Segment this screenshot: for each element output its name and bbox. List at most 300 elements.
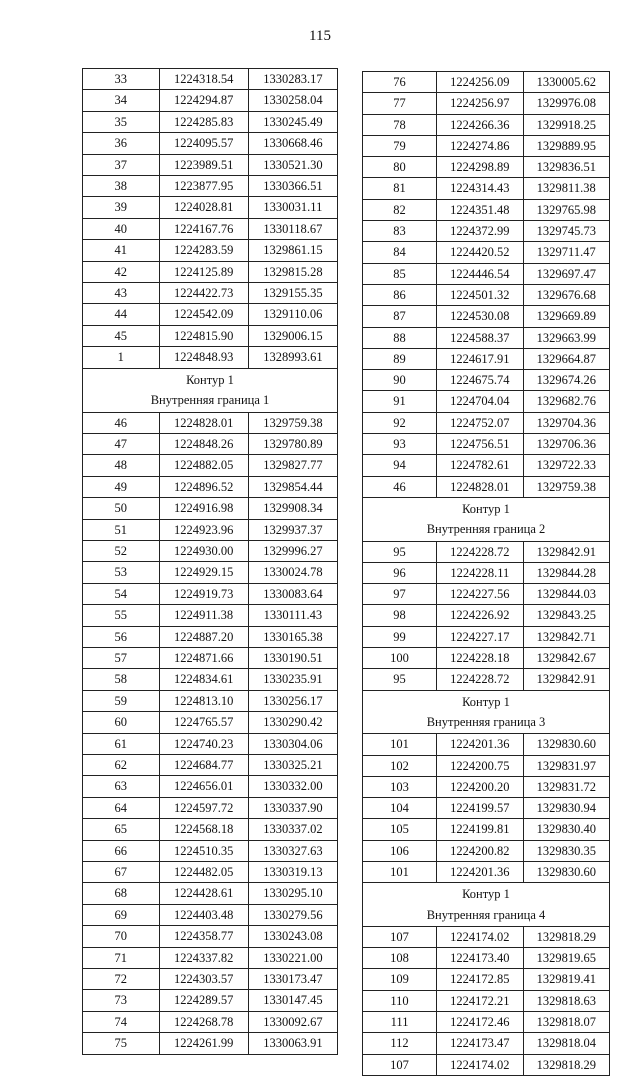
table-row [83, 733, 338, 754]
y-coordinate-cell: 1329976.08 [523, 93, 609, 114]
point-number-cell: 67 [83, 862, 160, 883]
y-coordinate-cell: 1330031.11 [248, 197, 337, 218]
x-coordinate-cell: 1223989.51 [159, 154, 248, 175]
table-row [83, 412, 338, 433]
point-number-cell: 52 [83, 540, 160, 561]
point-number-cell: 47 [83, 433, 160, 454]
table-row [363, 584, 610, 605]
table-row [83, 712, 338, 733]
point-number-cell: 105 [363, 819, 437, 840]
table-row [363, 455, 610, 476]
table-row [83, 455, 338, 476]
section-header-row [83, 368, 338, 412]
table-row [83, 562, 338, 583]
point-number-cell: 44 [83, 304, 160, 325]
point-number-cell: 85 [363, 263, 437, 284]
point-number-cell: 101 [363, 734, 437, 755]
x-coordinate-cell: 1224285.83 [159, 111, 248, 132]
y-coordinate-cell: 1329908.34 [248, 498, 337, 519]
point-number-cell: 106 [363, 840, 437, 861]
x-coordinate-cell: 1224684.77 [159, 755, 248, 776]
table-row [83, 111, 338, 132]
point-number-cell: 46 [83, 412, 160, 433]
point-number-cell: 53 [83, 562, 160, 583]
y-coordinate-cell: 1330245.49 [248, 111, 337, 132]
point-number-cell: 70 [83, 926, 160, 947]
x-coordinate-cell: 1224228.11 [437, 562, 523, 583]
table-row [83, 583, 338, 604]
table-row [363, 861, 610, 882]
x-coordinate-cell: 1224172.21 [437, 990, 523, 1011]
table-row [363, 434, 610, 455]
coordinates-table-left-column [82, 68, 338, 1055]
x-coordinate-cell: 1224174.02 [437, 1054, 523, 1075]
table-row [83, 218, 338, 239]
x-coordinate-cell: 1224510.35 [159, 840, 248, 861]
y-coordinate-cell: 1329674.26 [523, 370, 609, 391]
point-number-cell: 51 [83, 519, 160, 540]
x-coordinate-cell: 1224266.36 [437, 114, 523, 135]
x-coordinate-cell: 1224358.77 [159, 926, 248, 947]
y-coordinate-cell: 1329818.29 [523, 1054, 609, 1075]
table-row [363, 199, 610, 220]
x-coordinate-cell: 1224813.10 [159, 690, 248, 711]
table-row [363, 605, 610, 626]
table-row [363, 1012, 610, 1033]
x-coordinate-cell: 1224173.47 [437, 1033, 523, 1054]
x-coordinate-cell: 1224228.72 [437, 541, 523, 562]
point-number-cell: 107 [363, 1054, 437, 1075]
table-body-right [363, 72, 610, 1076]
x-coordinate-cell: 1224200.82 [437, 840, 523, 861]
y-coordinate-cell: 1330295.10 [248, 883, 337, 904]
point-number-cell: 95 [363, 541, 437, 562]
point-number-cell: 46 [363, 476, 437, 497]
y-coordinate-cell: 1329831.97 [523, 755, 609, 776]
x-coordinate-cell: 1224617.91 [437, 348, 523, 369]
y-coordinate-cell: 1329819.65 [523, 948, 609, 969]
table-row [363, 412, 610, 433]
x-coordinate-cell: 1224199.81 [437, 819, 523, 840]
x-coordinate-cell: 1224172.85 [437, 969, 523, 990]
table-row [363, 391, 610, 412]
y-coordinate-cell: 1329844.28 [523, 562, 609, 583]
boundary-label: Внутренняя граница 1 [150, 393, 270, 408]
contour-label: Контур 1 [462, 501, 510, 516]
x-coordinate-cell: 1224656.01 [159, 776, 248, 797]
point-number-cell: 104 [363, 798, 437, 819]
y-coordinate-cell: 1329843.25 [523, 605, 609, 626]
point-number-cell: 68 [83, 883, 160, 904]
x-coordinate-cell: 1224200.75 [437, 755, 523, 776]
table-row [363, 669, 610, 690]
point-number-cell: 61 [83, 733, 160, 754]
table-row [83, 433, 338, 454]
y-coordinate-cell: 1329996.27 [248, 540, 337, 561]
section-header [363, 883, 610, 927]
x-coordinate-cell: 1223877.95 [159, 176, 248, 197]
y-coordinate-cell: 1329830.40 [523, 819, 609, 840]
x-coordinate-cell: 1224597.72 [159, 797, 248, 818]
y-coordinate-cell: 1329842.67 [523, 648, 609, 669]
x-coordinate-cell: 1224422.73 [159, 283, 248, 304]
x-coordinate-cell: 1224268.78 [159, 1011, 248, 1032]
table-row [83, 797, 338, 818]
point-number-cell: 57 [83, 647, 160, 668]
point-number-cell: 48 [83, 455, 160, 476]
table-row [83, 90, 338, 111]
x-coordinate-cell: 1224200.20 [437, 776, 523, 797]
point-number-cell: 107 [363, 926, 437, 947]
point-number-cell: 90 [363, 370, 437, 391]
point-number-cell: 84 [363, 242, 437, 263]
x-coordinate-cell: 1224256.97 [437, 93, 523, 114]
page-number: 115 [309, 28, 331, 44]
point-number-cell: 110 [363, 990, 437, 1011]
table-row [363, 969, 610, 990]
point-number-cell: 82 [363, 199, 437, 220]
y-coordinate-cell: 1329815.28 [248, 261, 337, 282]
point-number-cell: 93 [363, 434, 437, 455]
y-coordinate-cell: 1329819.41 [523, 969, 609, 990]
contour-label: Контур 1 [186, 372, 234, 387]
coordinates-table [362, 71, 610, 1076]
section-header [83, 368, 338, 412]
section-header [363, 690, 610, 734]
x-coordinate-cell: 1224848.26 [159, 433, 248, 454]
table-row [83, 519, 338, 540]
section-header-row [363, 883, 610, 927]
y-coordinate-cell: 1330279.56 [248, 904, 337, 925]
x-coordinate-cell: 1224318.54 [159, 69, 248, 90]
x-coordinate-cell: 1224314.43 [437, 178, 523, 199]
table-row [83, 862, 338, 883]
point-number-cell: 59 [83, 690, 160, 711]
x-coordinate-cell: 1224303.57 [159, 969, 248, 990]
y-coordinate-cell: 1330304.06 [248, 733, 337, 754]
y-coordinate-cell: 1329918.25 [523, 114, 609, 135]
point-number-cell: 97 [363, 584, 437, 605]
x-coordinate-cell: 1224298.89 [437, 157, 523, 178]
y-coordinate-cell: 1330092.67 [248, 1011, 337, 1032]
y-coordinate-cell: 1330063.91 [248, 1033, 337, 1054]
y-coordinate-cell: 1329663.99 [523, 327, 609, 348]
table-row [363, 819, 610, 840]
table-row [83, 498, 338, 519]
table-row [363, 221, 610, 242]
point-number-cell: 92 [363, 412, 437, 433]
x-coordinate-cell: 1224848.93 [159, 347, 248, 368]
y-coordinate-cell: 1329836.51 [523, 157, 609, 178]
section-header-row [363, 497, 610, 541]
table-row [83, 883, 338, 904]
point-number-cell: 83 [363, 221, 437, 242]
x-coordinate-cell: 1224274.86 [437, 135, 523, 156]
x-coordinate-cell: 1224871.66 [159, 647, 248, 668]
table-row [83, 904, 338, 925]
x-coordinate-cell: 1224501.32 [437, 284, 523, 305]
y-coordinate-cell: 1330147.45 [248, 990, 337, 1011]
point-number-cell: 43 [83, 283, 160, 304]
x-coordinate-cell: 1224828.01 [159, 412, 248, 433]
x-coordinate-cell: 1224588.37 [437, 327, 523, 348]
y-coordinate-cell: 1330319.13 [248, 862, 337, 883]
point-number-cell: 80 [363, 157, 437, 178]
y-coordinate-cell: 1330337.02 [248, 819, 337, 840]
table-row [83, 990, 338, 1011]
y-coordinate-cell: 1329937.37 [248, 519, 337, 540]
x-coordinate-cell: 1224201.36 [437, 861, 523, 882]
y-coordinate-cell: 1330083.64 [248, 583, 337, 604]
point-number-cell: 87 [363, 306, 437, 327]
x-coordinate-cell: 1224530.08 [437, 306, 523, 327]
y-coordinate-cell: 1329110.06 [248, 304, 337, 325]
point-number-cell: 99 [363, 626, 437, 647]
point-number-cell: 64 [83, 797, 160, 818]
point-number-cell: 98 [363, 605, 437, 626]
table-row [363, 755, 610, 776]
table-row [83, 69, 338, 90]
table-row [83, 840, 338, 861]
table-row [83, 647, 338, 668]
coordinates-table-right-column [362, 71, 610, 1076]
table-row [363, 476, 610, 497]
point-number-cell: 89 [363, 348, 437, 369]
table-row [83, 755, 338, 776]
table-row [83, 605, 338, 626]
section-header [363, 497, 610, 541]
point-number-cell: 86 [363, 284, 437, 305]
x-coordinate-cell: 1224403.48 [159, 904, 248, 925]
y-coordinate-cell: 1330190.51 [248, 647, 337, 668]
point-number-cell: 72 [83, 969, 160, 990]
table-row [363, 626, 610, 647]
table-row [83, 947, 338, 968]
x-coordinate-cell: 1224095.57 [159, 133, 248, 154]
y-coordinate-cell: 1329830.60 [523, 734, 609, 755]
x-coordinate-cell: 1224930.00 [159, 540, 248, 561]
x-coordinate-cell: 1224294.87 [159, 90, 248, 111]
point-number-cell: 54 [83, 583, 160, 604]
y-coordinate-cell: 1330337.90 [248, 797, 337, 818]
boundary-label: Внутренняя граница 2 [426, 522, 546, 537]
y-coordinate-cell: 1329889.95 [523, 135, 609, 156]
point-number-cell: 39 [83, 197, 160, 218]
y-coordinate-cell: 1329854.44 [248, 476, 337, 497]
y-coordinate-cell: 1330173.47 [248, 969, 337, 990]
y-coordinate-cell: 1330283.17 [248, 69, 337, 90]
y-coordinate-cell: 1330290.42 [248, 712, 337, 733]
y-coordinate-cell: 1329711.47 [523, 242, 609, 263]
x-coordinate-cell: 1224028.81 [159, 197, 248, 218]
y-coordinate-cell: 1330332.00 [248, 776, 337, 797]
y-coordinate-cell: 1329722.33 [523, 455, 609, 476]
x-coordinate-cell: 1224815.90 [159, 325, 248, 346]
x-coordinate-cell: 1224896.52 [159, 476, 248, 497]
y-coordinate-cell: 1329818.63 [523, 990, 609, 1011]
x-coordinate-cell: 1224167.76 [159, 218, 248, 239]
y-coordinate-cell: 1329669.89 [523, 306, 609, 327]
y-coordinate-cell: 1329664.87 [523, 348, 609, 369]
x-coordinate-cell: 1224446.54 [437, 263, 523, 284]
table-row [363, 798, 610, 819]
y-coordinate-cell: 1329830.35 [523, 840, 609, 861]
table-row [83, 1011, 338, 1032]
y-coordinate-cell: 1330256.17 [248, 690, 337, 711]
point-number-cell: 91 [363, 391, 437, 412]
table-row [83, 176, 338, 197]
point-number-cell: 96 [363, 562, 437, 583]
table-body-left [83, 69, 338, 1055]
x-coordinate-cell: 1224227.17 [437, 626, 523, 647]
y-coordinate-cell: 1329842.91 [523, 541, 609, 562]
y-coordinate-cell: 1329818.29 [523, 926, 609, 947]
y-coordinate-cell: 1328993.61 [248, 347, 337, 368]
x-coordinate-cell: 1224568.18 [159, 819, 248, 840]
y-coordinate-cell: 1329780.89 [248, 433, 337, 454]
y-coordinate-cell: 1330005.62 [523, 72, 609, 93]
x-coordinate-cell: 1224199.57 [437, 798, 523, 819]
y-coordinate-cell: 1329831.72 [523, 776, 609, 797]
table-row [363, 284, 610, 305]
table-row [363, 562, 610, 583]
point-number-cell: 38 [83, 176, 160, 197]
table-row [83, 133, 338, 154]
point-number-cell: 55 [83, 605, 160, 626]
y-coordinate-cell: 1329827.77 [248, 455, 337, 476]
x-coordinate-cell: 1224756.51 [437, 434, 523, 455]
point-number-cell: 88 [363, 327, 437, 348]
table-row [83, 476, 338, 497]
y-coordinate-cell: 1330258.04 [248, 90, 337, 111]
y-coordinate-cell: 1329759.38 [523, 476, 609, 497]
y-coordinate-cell: 1330118.67 [248, 218, 337, 239]
table-row [83, 1033, 338, 1054]
x-coordinate-cell: 1224542.09 [159, 304, 248, 325]
x-coordinate-cell: 1224428.61 [159, 883, 248, 904]
table-row [83, 283, 338, 304]
table-row [363, 840, 610, 861]
point-number-cell: 60 [83, 712, 160, 733]
point-number-cell: 35 [83, 111, 160, 132]
point-number-cell: 109 [363, 969, 437, 990]
table-row [363, 734, 610, 755]
table-row [363, 135, 610, 156]
x-coordinate-cell: 1224337.82 [159, 947, 248, 968]
point-number-cell: 63 [83, 776, 160, 797]
table-row [83, 261, 338, 282]
point-number-cell: 81 [363, 178, 437, 199]
table-row [363, 926, 610, 947]
coordinates-table [82, 68, 338, 1055]
table-row [83, 325, 338, 346]
y-coordinate-cell: 1329682.76 [523, 391, 609, 412]
table-row [363, 541, 610, 562]
y-coordinate-cell: 1329811.38 [523, 178, 609, 199]
table-row [83, 690, 338, 711]
x-coordinate-cell: 1224228.18 [437, 648, 523, 669]
contour-label: Контур 1 [462, 694, 510, 709]
point-number-cell: 50 [83, 498, 160, 519]
table-row [83, 304, 338, 325]
y-coordinate-cell: 1330366.51 [248, 176, 337, 197]
x-coordinate-cell: 1224172.46 [437, 1012, 523, 1033]
y-coordinate-cell: 1329155.35 [248, 283, 337, 304]
point-number-cell: 111 [363, 1012, 437, 1033]
point-number-cell: 65 [83, 819, 160, 840]
table-row [83, 926, 338, 947]
point-number-cell: 108 [363, 948, 437, 969]
boundary-label: Внутренняя граница 3 [426, 714, 546, 729]
point-number-cell: 95 [363, 669, 437, 690]
point-number-cell: 37 [83, 154, 160, 175]
table-row [363, 178, 610, 199]
y-coordinate-cell: 1330221.00 [248, 947, 337, 968]
y-coordinate-cell: 1329861.15 [248, 240, 337, 261]
y-coordinate-cell: 1329842.91 [523, 669, 609, 690]
table-row [83, 154, 338, 175]
x-coordinate-cell: 1224283.59 [159, 240, 248, 261]
point-number-cell: 56 [83, 626, 160, 647]
point-number-cell: 73 [83, 990, 160, 1011]
point-number-cell: 74 [83, 1011, 160, 1032]
point-number-cell: 100 [363, 648, 437, 669]
y-coordinate-cell: 1329818.07 [523, 1012, 609, 1033]
x-coordinate-cell: 1224227.56 [437, 584, 523, 605]
point-number-cell: 1 [83, 347, 160, 368]
x-coordinate-cell: 1224916.98 [159, 498, 248, 519]
point-number-cell: 66 [83, 840, 160, 861]
y-coordinate-cell: 1329759.38 [248, 412, 337, 433]
point-number-cell: 76 [363, 72, 437, 93]
table-row [363, 242, 610, 263]
y-coordinate-cell: 1330521.30 [248, 154, 337, 175]
y-coordinate-cell: 1330235.91 [248, 669, 337, 690]
x-coordinate-cell: 1224226.92 [437, 605, 523, 626]
x-coordinate-cell: 1224887.20 [159, 626, 248, 647]
x-coordinate-cell: 1224782.61 [437, 455, 523, 476]
point-number-cell: 34 [83, 90, 160, 111]
x-coordinate-cell: 1224834.61 [159, 669, 248, 690]
table-row [83, 819, 338, 840]
y-coordinate-cell: 1329006.15 [248, 325, 337, 346]
table-row [83, 347, 338, 368]
table-row [363, 306, 610, 327]
x-coordinate-cell: 1224256.09 [437, 72, 523, 93]
boundary-label: Внутренняя граница 4 [426, 907, 546, 922]
contour-label: Контур 1 [462, 887, 510, 902]
x-coordinate-cell: 1224228.72 [437, 669, 523, 690]
point-number-cell: 62 [83, 755, 160, 776]
point-number-cell: 41 [83, 240, 160, 261]
y-coordinate-cell: 1329844.03 [523, 584, 609, 605]
y-coordinate-cell: 1330111.43 [248, 605, 337, 626]
y-coordinate-cell: 1330325.21 [248, 755, 337, 776]
x-coordinate-cell: 1224372.99 [437, 221, 523, 242]
x-coordinate-cell: 1224482.05 [159, 862, 248, 883]
table-row [83, 669, 338, 690]
y-coordinate-cell: 1329697.47 [523, 263, 609, 284]
y-coordinate-cell: 1329676.68 [523, 284, 609, 305]
y-coordinate-cell: 1329704.36 [523, 412, 609, 433]
table-row [363, 1033, 610, 1054]
table-row [363, 370, 610, 391]
x-coordinate-cell: 1224351.48 [437, 199, 523, 220]
point-number-cell: 42 [83, 261, 160, 282]
point-number-cell: 102 [363, 755, 437, 776]
table-row [83, 626, 338, 647]
x-coordinate-cell: 1224704.04 [437, 391, 523, 412]
